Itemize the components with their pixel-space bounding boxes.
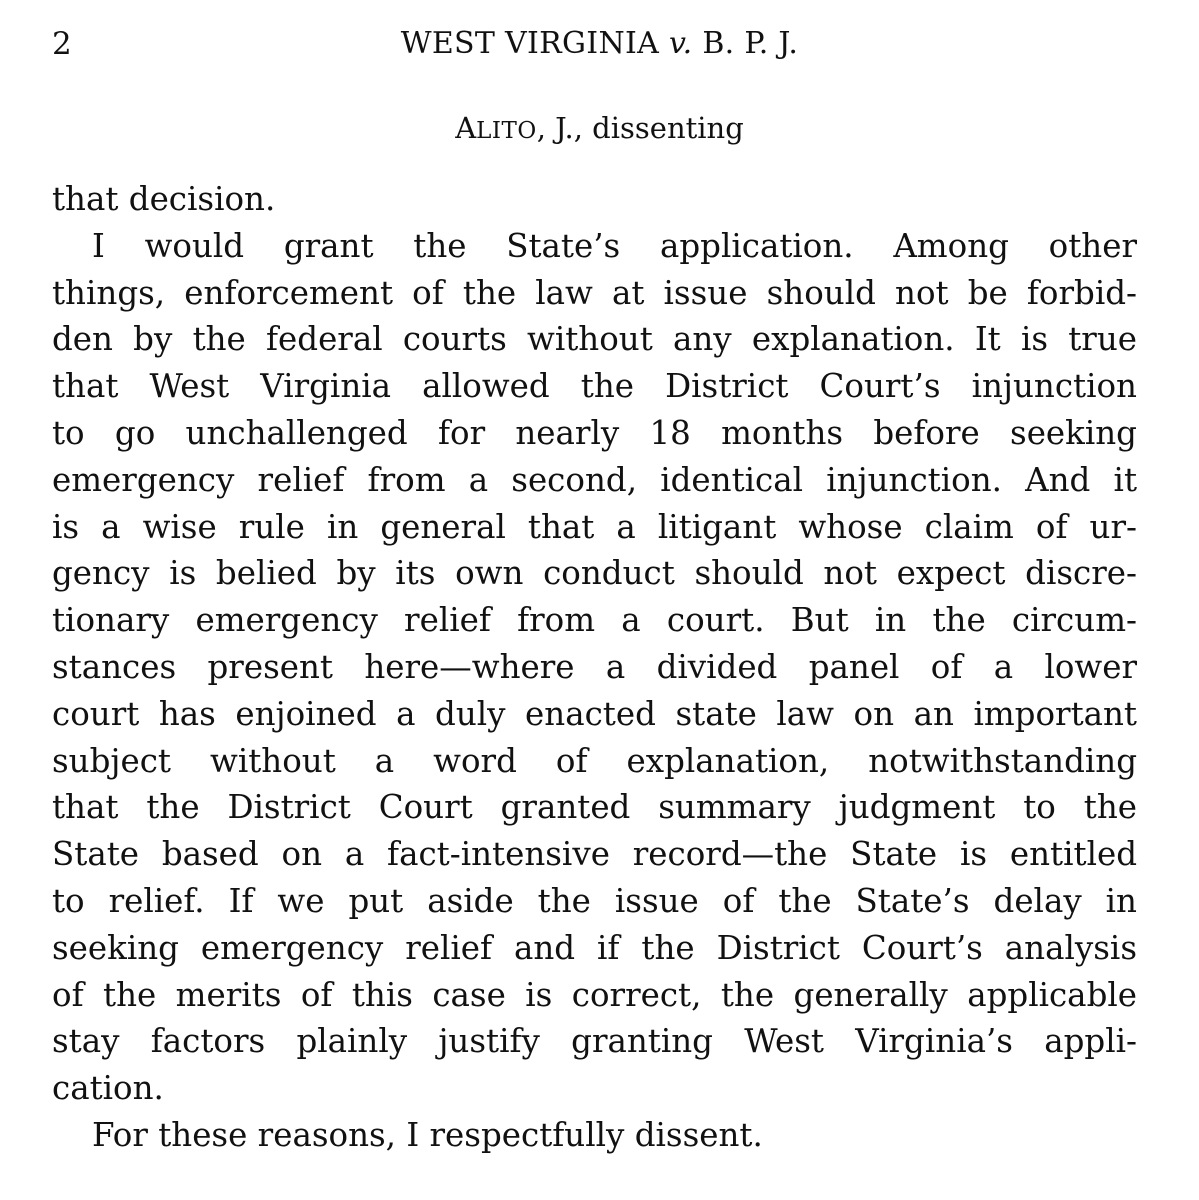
- body-line: tionary emergency relief from a court. But in the circum-: [52, 601, 1137, 640]
- body-line: subject without a word of explanation, notwithstanding: [52, 741, 1137, 780]
- body-line: I would grant the State’s application. Among other: [92, 226, 1137, 265]
- author-initial: A: [455, 111, 477, 145]
- body-line: to go unchallenged for nearly 18 months before seeking: [52, 413, 1137, 452]
- body-line: that decision.: [52, 180, 276, 218]
- running-head-after: B. P. J.: [692, 26, 799, 61]
- opinion-author-line: [0, 108, 1199, 151]
- author-rest: LITO: [476, 118, 537, 144]
- body-line: stances present here—where a divided panel of a lower: [52, 647, 1137, 686]
- body-line: things, enforcement of the law at issue should not be forbid-: [52, 273, 1137, 312]
- body-line: that the District Court granted summary judgment to the: [52, 788, 1137, 827]
- body-line: seeking emergency relief and if the District Court’s analysis: [52, 928, 1137, 967]
- running-head-v: v.: [668, 26, 693, 61]
- body-line: gency is belied by its own conduct should not expect discre-: [52, 554, 1137, 593]
- body-line: is a wise rule in general that a litigant whose claim of ur-: [52, 507, 1137, 546]
- opinion-designation: , J., dissenting: [536, 111, 744, 145]
- body-line: State based on a fact-intensive record—the State is entitled: [52, 835, 1137, 874]
- body-line: den by the federal courts without any explanation. It is true: [52, 320, 1137, 359]
- body-line: to relief. If we put aside the issue of the State’s delay in: [52, 881, 1137, 920]
- body-line: stay factors plainly justify granting West Virginia’s appli-: [52, 1022, 1137, 1061]
- body-line: For these reasons, I respectfully dissent.: [92, 1115, 763, 1154]
- running-head-before: WEST VIRGINIA: [400, 26, 669, 61]
- body-line: of the merits of this case is correct, the generally applicable: [52, 975, 1137, 1014]
- running-head: [0, 24, 1199, 64]
- body-line: emergency relief from a second, identical injunction. And it: [52, 460, 1137, 499]
- body-line: court has enjoined a duly enacted state law on an important: [52, 694, 1137, 733]
- page-number: 2: [52, 26, 72, 62]
- body-line: cation.: [52, 1069, 164, 1108]
- body-line: that West Virginia allowed the District Court’s injunction: [52, 367, 1137, 406]
- opinion-body: [52, 176, 1137, 1159]
